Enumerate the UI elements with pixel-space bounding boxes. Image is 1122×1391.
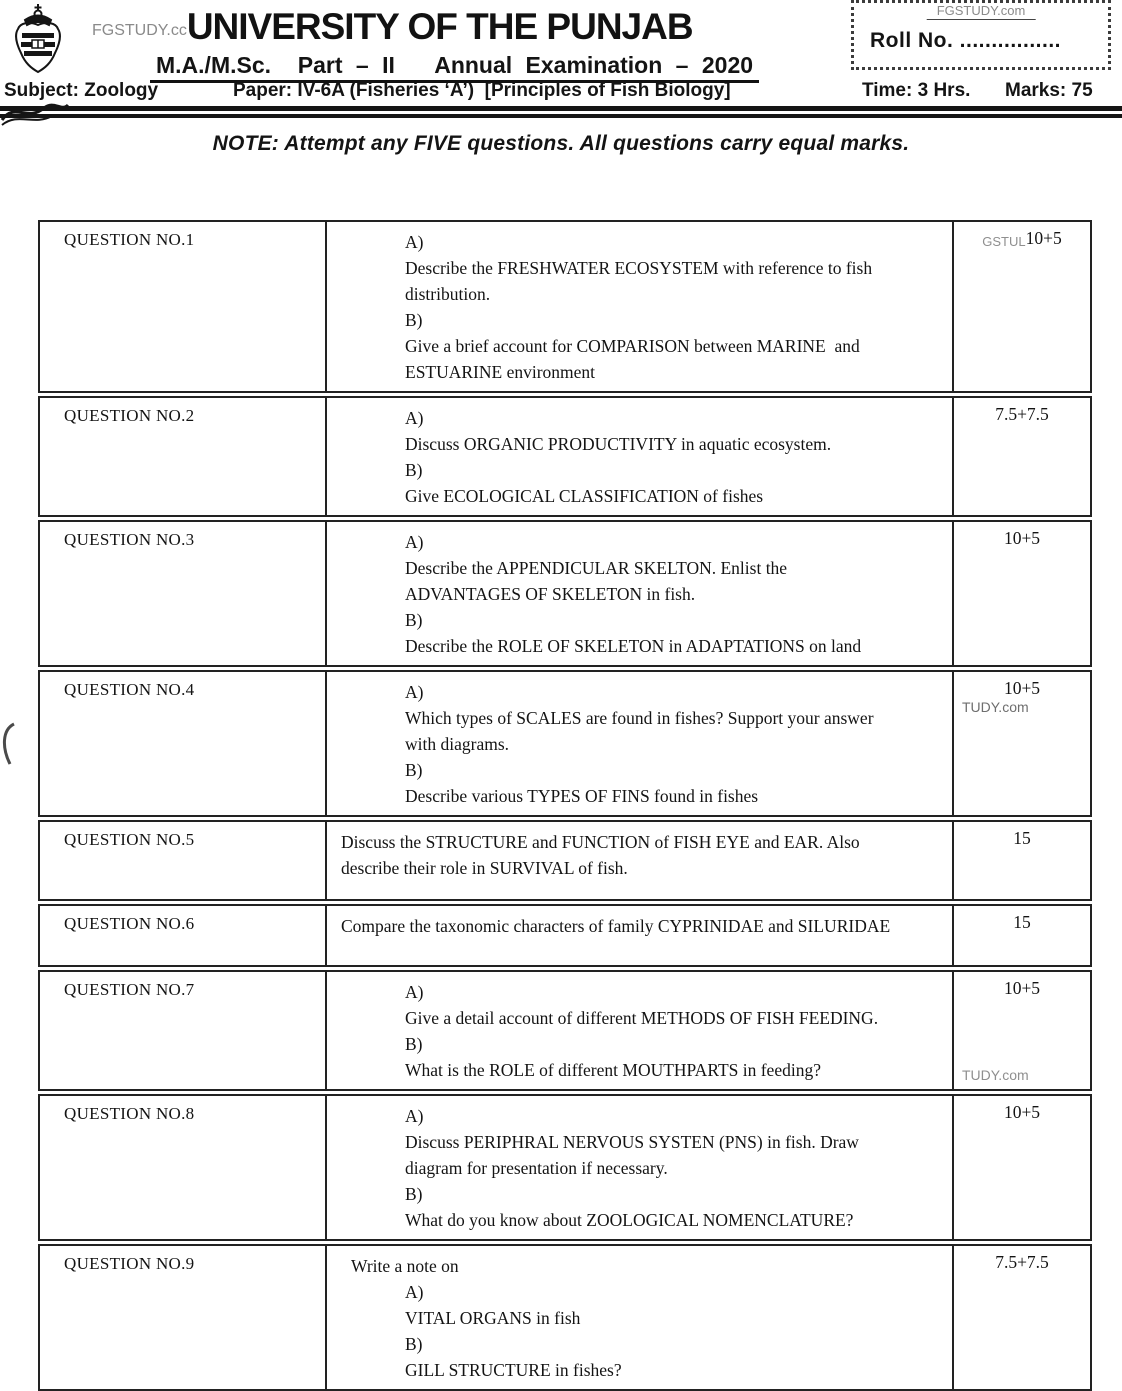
question-body bbox=[327, 822, 952, 899]
part-text: VITAL ORGANS in fish bbox=[405, 1308, 581, 1328]
question-marks bbox=[952, 822, 1090, 899]
part-text: Discuss ORGANIC PRODUCTIVITY in aquatic ecosystem. bbox=[405, 434, 832, 454]
question-number: QUESTION NO.3 bbox=[40, 522, 327, 665]
decorative-flourish-icon bbox=[0, 98, 70, 133]
part-label: A) bbox=[405, 408, 424, 428]
part-label: B) bbox=[405, 310, 423, 330]
part-text: Give ECOLOGICAL CLASSIFICATION of fishes bbox=[405, 486, 764, 506]
question-marks bbox=[952, 1246, 1090, 1389]
table-row bbox=[38, 396, 1092, 517]
time-label: Time: 3 Hrs. bbox=[862, 80, 971, 101]
table-row bbox=[38, 1244, 1092, 1391]
roll-number-label: Roll No. ................ bbox=[870, 29, 1062, 52]
marks-value: 7.5+7.5 bbox=[995, 404, 1049, 424]
part-label: A) bbox=[405, 532, 424, 552]
part-text: Describe the ROLE OF SKELETON in ADAPTATIONS on land bbox=[405, 636, 862, 656]
question-number: QUESTION NO.2 bbox=[40, 398, 327, 515]
total-marks-label: Marks: 75 bbox=[1005, 80, 1093, 101]
marks-value: 10+5 bbox=[1003, 978, 1041, 998]
table-row bbox=[38, 220, 1092, 393]
part-text: Give a brief account for COMPARISON between MARINE and ESTUARINE environment bbox=[405, 336, 865, 382]
part-text: Describe the FRESHWATER ECOSYSTEM with reference to fish distribution. bbox=[405, 258, 877, 304]
table-row bbox=[38, 970, 1092, 1091]
marks-value: 10+5 bbox=[1003, 678, 1041, 698]
part-label: A) bbox=[405, 682, 424, 702]
part-label: B) bbox=[405, 1034, 423, 1054]
questions-table bbox=[38, 220, 1092, 1391]
question-marks bbox=[952, 222, 1090, 391]
table-row bbox=[38, 1094, 1092, 1241]
part-label: B) bbox=[405, 1184, 423, 1204]
part-label: A) bbox=[405, 232, 424, 252]
marks-watermark: TUDY.com bbox=[962, 699, 1029, 715]
question-body bbox=[327, 672, 952, 815]
question-text: Discuss the STRUCTURE and FUNCTION of FISH EYE and EAR. Also describe their role in SURVIVAL of fish. bbox=[341, 832, 865, 878]
header-divider bbox=[0, 106, 1122, 118]
site-watermark: FGSTUDY.cc bbox=[92, 22, 187, 39]
punjab-university-crest-icon bbox=[12, 3, 64, 80]
part-text: Give a detail account of different METHODS OF FISH FEEDING. bbox=[405, 1008, 879, 1028]
marks-watermark: GSTUL bbox=[982, 234, 1026, 249]
part-text: Discuss PERIPHRAL NERVOUS SYSTEN (PNS) in fish. Draw diagram for presentation if necessary. bbox=[405, 1132, 864, 1178]
question-number: QUESTION NO.6 bbox=[40, 906, 327, 965]
question-text: Write a note on bbox=[351, 1256, 459, 1276]
note-instruction: NOTE: Attempt any FIVE questions. All questions carry equal marks. bbox=[212, 132, 910, 155]
exam-title: M.A./M.Sc. Part – II Annual Examination – 2020 bbox=[150, 52, 759, 83]
question-body bbox=[327, 1246, 952, 1389]
subject-line bbox=[0, 80, 1122, 104]
part-label: B) bbox=[405, 460, 423, 480]
question-number: QUESTION NO.9 bbox=[40, 1246, 327, 1389]
part-label: B) bbox=[405, 1334, 423, 1354]
part-text: Which types of SCALES are found in fishes? Support your answer with diagrams. bbox=[405, 708, 878, 754]
question-body bbox=[327, 972, 952, 1089]
part-text: Describe various TYPES OF FINS found in fishes bbox=[405, 786, 759, 806]
part-text: GILL STRUCTURE in fishes? bbox=[405, 1360, 622, 1380]
question-number: QUESTION NO.7 bbox=[40, 972, 327, 1089]
marks-value: 15 bbox=[1013, 828, 1031, 848]
marks-value: 15 bbox=[1013, 912, 1031, 932]
subject-label: Subject: Zoology bbox=[4, 80, 159, 101]
part-label: A) bbox=[405, 1106, 424, 1126]
marks-watermark: TUDY.com bbox=[962, 1067, 1029, 1083]
question-number: QUESTION NO.5 bbox=[40, 822, 327, 899]
question-number: QUESTION NO.8 bbox=[40, 1096, 327, 1239]
question-marks bbox=[952, 1096, 1090, 1239]
marks-value: 10+5 bbox=[1003, 528, 1041, 548]
part-text: Describe the APPENDICULAR SKELTON. Enlist the ADVANTAGES OF SKELETON in fish. bbox=[405, 558, 791, 604]
rollbox-watermark: FGSTUDY.com bbox=[927, 3, 1036, 20]
question-number: QUESTION NO.1 bbox=[40, 222, 327, 391]
roll-number-box bbox=[851, 0, 1111, 70]
paper-label: Paper: IV-6A (Fisheries ‘A’) [Principles of Fish Biology] bbox=[233, 80, 731, 101]
question-body bbox=[327, 522, 952, 665]
question-marks bbox=[952, 906, 1090, 965]
table-row bbox=[38, 820, 1092, 901]
question-number: QUESTION NO.4 bbox=[40, 672, 327, 815]
page-header bbox=[92, 8, 693, 47]
question-body bbox=[327, 222, 952, 391]
part-label: B) bbox=[405, 760, 423, 780]
question-body bbox=[327, 1096, 952, 1239]
part-text: What do you know about ZOOLOGICAL NOMENCLATURE? bbox=[405, 1210, 854, 1230]
marks-value: 7.5+7.5 bbox=[995, 1252, 1049, 1272]
question-marks bbox=[952, 398, 1090, 515]
university-title: UNIVERSITY OF THE PUNJAB bbox=[186, 6, 693, 47]
table-row bbox=[38, 670, 1092, 817]
question-body bbox=[327, 906, 952, 965]
table-row bbox=[38, 904, 1092, 967]
table-row bbox=[38, 520, 1092, 667]
question-marks bbox=[952, 972, 1090, 1089]
question-body bbox=[327, 398, 952, 515]
question-marks bbox=[952, 672, 1090, 815]
part-label: A) bbox=[405, 982, 424, 1002]
question-marks bbox=[952, 522, 1090, 665]
part-text: What is the ROLE of different MOUTHPARTS in feeding? bbox=[405, 1060, 821, 1080]
part-label: A) bbox=[405, 1282, 424, 1302]
question-text: Compare the taxonomic characters of family CYPRINIDAE and SILURIDAE bbox=[341, 916, 891, 936]
scan-artifact bbox=[0, 722, 16, 771]
part-label: B) bbox=[405, 610, 423, 630]
marks-value: 10+5 bbox=[1025, 228, 1062, 248]
marks-value: 10+5 bbox=[1003, 1102, 1041, 1122]
